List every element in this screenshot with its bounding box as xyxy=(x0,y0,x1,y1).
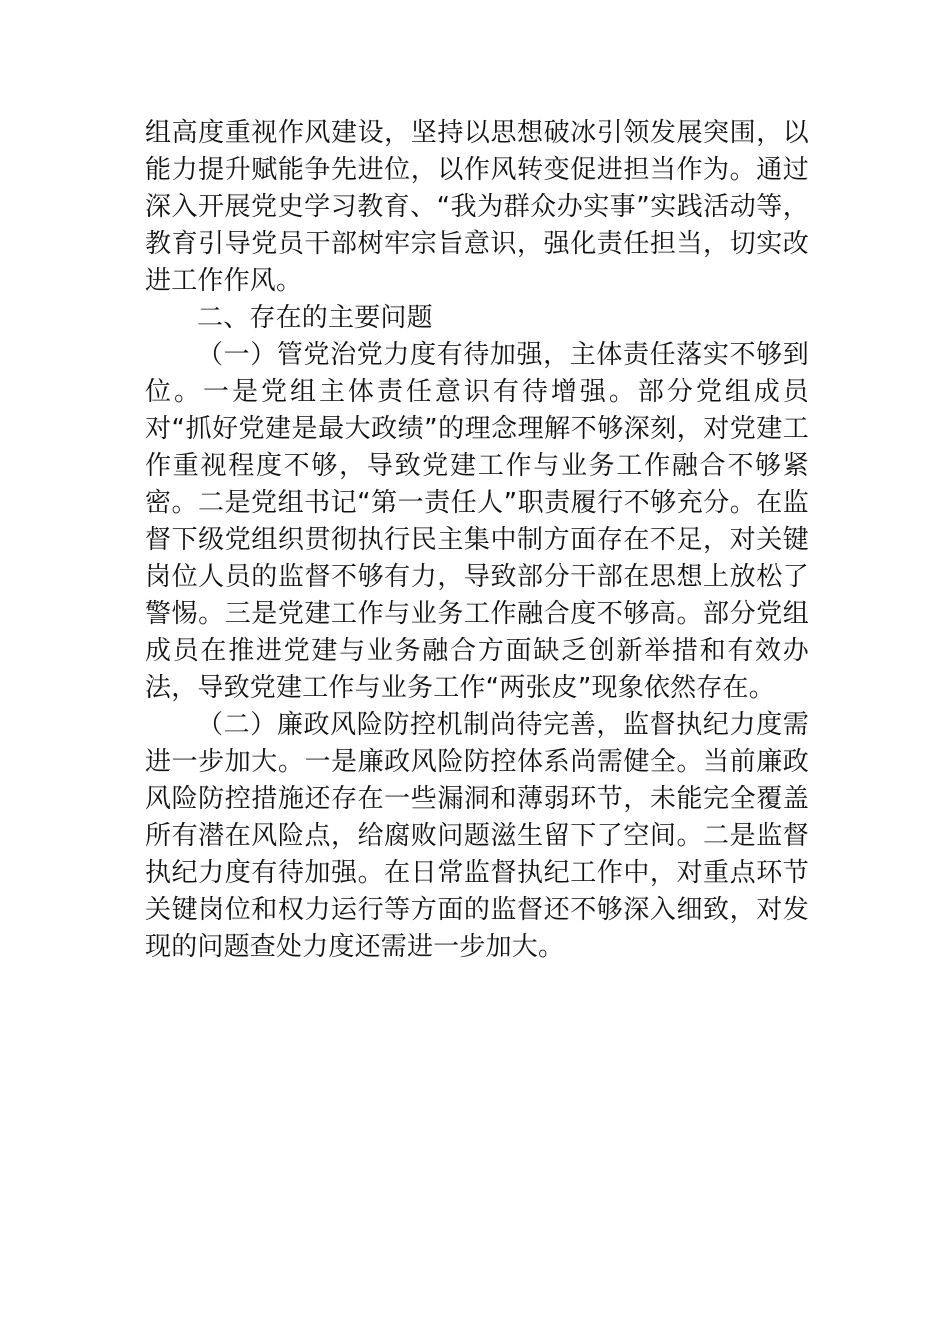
paragraph-continuation: 组高度重视作风建设，坚持以思想破冰引领发展突围，以能力提升赋能争先进位，以作风转变促进担当作为。通过深入开展党史学习教育、“我为群众办实事”实践活动等，教育引导党员干部树牢宗旨意识，强化责任担当，切实改进工作作风。 xyxy=(145,118,809,296)
section-heading: 二、存在的主要问题 xyxy=(197,303,433,333)
document-body xyxy=(145,115,809,966)
paragraph-problem-one: （一）管党治党力度有待加强，主体责任落实不够到位。一是党组主体责任意识有待增强。部分党组成员对“抓好党建是最大政绩”的理念理解不够深刻，对党建工作重视程度不够，导致党建工作与业务工作融合不够紧密。二是党组书记“第一责任人”职责履行不够充分。在监督下级党组织贯彻执行民主集中制方面存在不足，对关键岗位人员的监督不够有力，导致部分干部在思想上放松了警惕。三是党建工作与业务工作融合度不够高。部分党组成员在推进党建与业务融合方面缺乏创新举措和有效办法，导致党建工作与业务工作“两张皮”现象依然存在。 xyxy=(145,340,809,703)
paragraph-problem-two: （二）廉政风险防控机制尚待完善，监督执纪力度需进一步加大。一是廉政风险防控体系尚需健全。当前廉政风险防控措施还存在一些漏洞和薄弱环节，未能完全覆盖所有潜在风险点，给腐败问题滋生留下了空间。二是监督执纪力度有待加强。在日常监督执纪工作中，对重点环节关键岗位和权力运行等方面的监督还不够深入细致，对发现的问题查处力度还需进一步加大。 xyxy=(145,710,809,962)
